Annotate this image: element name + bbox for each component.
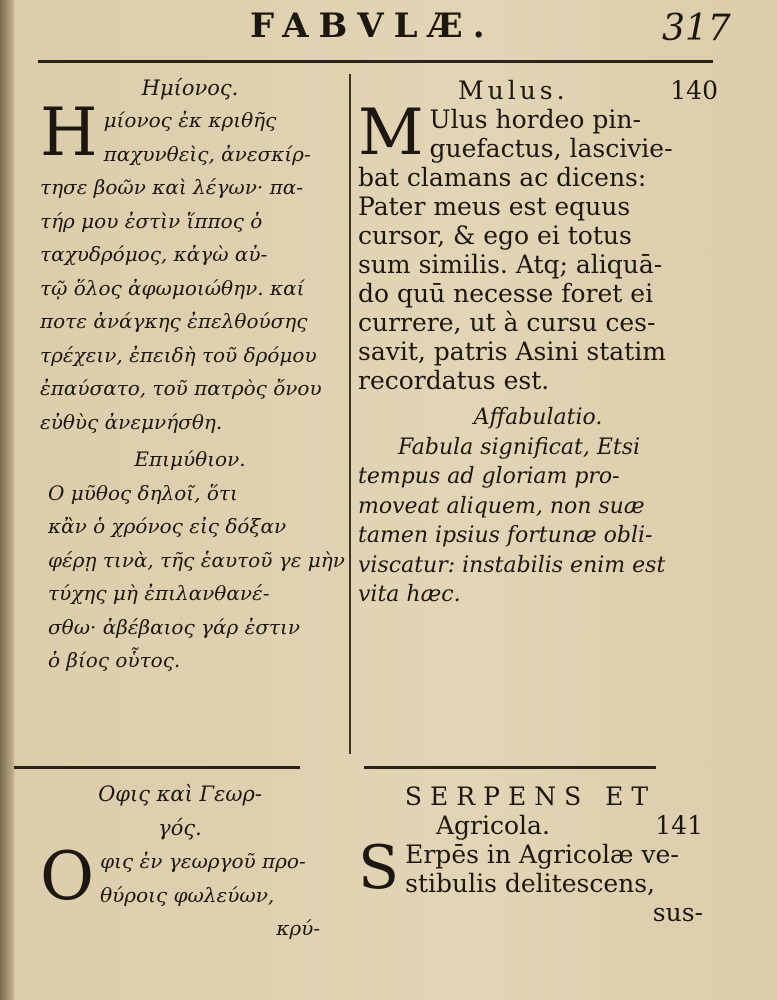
text-line: τῷ ὅλος ἀφωμοιώθην. καί [40,275,305,300]
text-line: moveat aliquem, non suæ [358,493,645,519]
text-line: ταχυδρόμος, κἀγὼ αὐ- [40,242,268,266]
left-fable-title: Ημίονος. [141,76,239,100]
right-fable-body [358,96,718,395]
text-line: Erpēs in Agricolæ ve- [405,840,679,869]
text-line: tempus ad gloriam pro- [358,464,620,489]
column-divider [349,74,351,754]
left-dropcap-2: O [40,838,95,915]
right-fable-title: Mulus. [458,76,569,105]
right-fable2-body [358,833,703,927]
text-line: Ο μῦθος δηλοῖ, ὅτι [48,480,238,505]
left-fable-141 [40,778,320,946]
running-head: FABVLÆ. [250,6,495,46]
text-line: Pater meus est equus [358,192,631,221]
right-fable2-title-2: Agricola. [436,811,550,840]
text-line: guefactus, lascivie- [429,134,673,163]
text-line: stibulis delitescens, [405,869,655,898]
header-rule [38,60,713,63]
text-line: ὁ βίος οὗτος. [48,648,181,672]
catchword: κρύ- [276,916,320,940]
fable-number: 140 [670,76,718,105]
text-line: σθω· ἀβέβαιος γάρ ἐστιν [48,614,301,639]
text-line: currere, ut à cursu ces- [358,308,656,337]
left-dropcap: Η [40,94,98,171]
text-line: φις ἐν γεωργοῦ προ- [100,849,306,873]
fable-number: 141 [655,811,703,840]
text-line: τρέχειν, ἐπειδὴ τοῦ δρόμου [40,342,317,367]
text-line: τήρ μου ἐστὶν ἵππος ὁ [40,208,263,233]
text-line: τύχης μὴ ἐπιλανθανέ- [48,581,270,605]
right-fable2-title-row [358,811,703,840]
text-line: do quū necesse foret ei [358,279,654,308]
text-line: κἂν ὁ χρόνος εἰς δόξαν [48,514,287,538]
left-fable2-title-1: Οφις καὶ Γεωρ- [98,782,262,806]
right-moral-title: Affabulatio. [473,405,603,430]
text-line: θύροις φωλεύων, [100,882,275,907]
right-section-rule [364,766,656,769]
text-line: ποτε ἀνάγκης ἐπελθούσης [40,309,308,333]
right-fable-141 [358,782,703,927]
right-dropcap-2: S [358,833,400,903]
text-line: μίονος ἐκ κριθῆς [103,108,277,132]
text-line: Fabula significat, Etsi [398,434,641,460]
text-line: savit, patris Asini statim [358,337,666,366]
right-fable2-title-1: SERPENS ET [404,782,657,811]
catchword: sus- [652,898,703,927]
page-gutter-shadow [0,0,14,1000]
text-line: recordatus est. [358,366,550,395]
page-number: 317 [662,8,731,49]
text-line: παχυνθεὶς, ἀνεσκίρ- [103,141,311,166]
right-fable-140 [358,76,718,610]
text-line: τησε βοῶν καὶ λέγων· πα- [40,175,303,199]
text-line: sum similis. Atq; aliquā- [358,250,663,279]
left-fable2-title-2: γός. [158,815,202,840]
text-line: vita hæc. [358,582,461,607]
text-line: εὐθὺς ἀνεμνήσθη. [40,409,223,434]
right-dropcap: M [358,96,424,170]
text-line: ἐπαύσατο, τοῦ πατρὸς ὄνου [40,376,322,400]
text-line: φέρῃ τινὰ, τῆς ἑαυτοῦ γε μὴν [48,547,345,572]
left-fable-140 [40,72,345,678]
right-moral-body [358,433,718,610]
left-fable2-body [40,838,320,946]
text-line: bat clamans ac dicens: [358,163,647,192]
text-line: Ulus hordeo pin- [429,105,641,134]
text-line: viscatur: instabilis enim est [358,552,666,578]
left-moral-body [40,477,345,678]
text-line: tamen ipsius fortunæ obli- [358,523,653,548]
left-fable-body [40,94,340,439]
left-section-rule [14,766,300,769]
left-moral-title: Επιμύθιον. [134,447,246,471]
text-line: cursor, & ego ei totus [358,221,632,250]
